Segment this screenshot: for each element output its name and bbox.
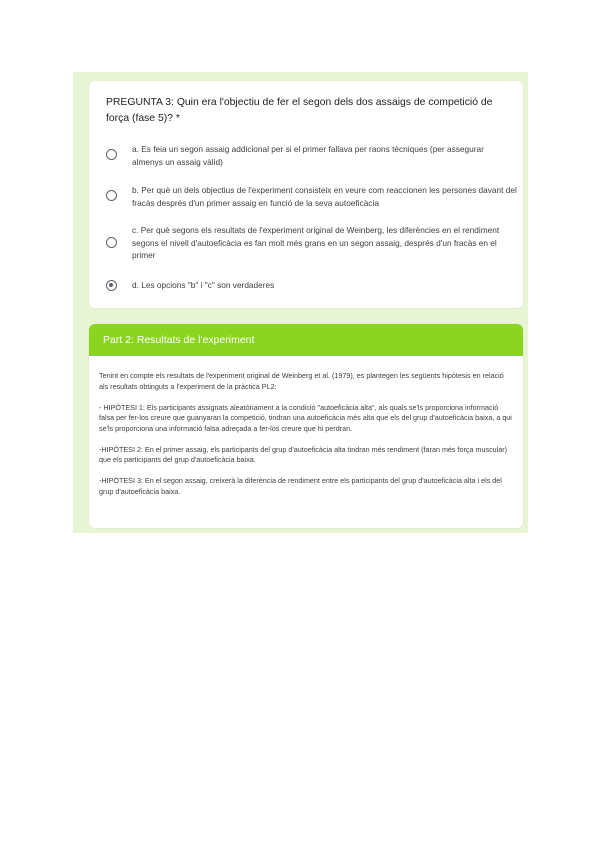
radio-option-b[interactable]	[106, 190, 117, 201]
section-description	[99, 371, 513, 508]
question-title: PREGUNTA 3: Quin era l'objectiu de fer el segon dels dos assaigs de competició de força (fase 5)? *	[106, 97, 493, 124]
radio-option-c[interactable]	[106, 237, 117, 248]
hypothesis-2: -HIPÒTESI 2: En el primer assaig, els participants del grup d'autoeficàcia alta tindran més rendiment (faran més força muscular) que els participants del grup d'autoeficàcia baixa.	[99, 444, 508, 464]
option-a-label: a. Es feia un segon assaig addicional per si el primer fallava per raons tècniques (per assegurar almenys un assaig vàlid)	[132, 144, 484, 167]
question-card	[89, 81, 523, 308]
hypothesis-1: - HIPÒTESI 1: Els participants assignats aleatòriament a la condició "autoeficàcia alta", als quals se'ls proporciona informació falsa per fer-los creure que guanyaran la competició, tindran una autoeficàcia més alta que els del grup d'autoeficàcia baixa, a qui se'ls proporciona una informació falsa adreçada a fer-los creure que hi perdran.	[99, 402, 512, 433]
section-card	[89, 324, 523, 528]
section-header	[89, 324, 523, 356]
radio-option-d[interactable]	[106, 280, 117, 291]
option-d-label: d. Les opcions "b" i "c" son verdaderes	[132, 280, 275, 290]
section-title: Part 2: Resultats de l'experiment	[103, 334, 255, 346]
option-c-label: c. Per què segons els resultats de l'experiment original de Weinberg, les diferències en el rendiment segons el nivell d'autoeficàcia es fan molt més grans en un segon assaig, després d'un fracàs en el primer	[132, 225, 500, 260]
hypothesis-3: -HIPÒTESI 3: En el segon assaig, creixerà la diferència de rendiment entre els participants del grup d'autoeficàcia alta i els del grup d'autoeficàcia baixa.	[99, 476, 502, 496]
option-b-label: b. Per què un dels objectius de l'experiment consisteix en veure com reaccionen les persones davant del fracàs després d'un primer assaig en funció de la seva autoeficàcia	[132, 185, 517, 208]
description-paragraph: Tenint en compte els resultats de l'experiment original de Weinberg et al. (1979), es plantegen les següents hipòtesis en relació als resultats obtinguts a l'experiment de la pràctica PL2:	[99, 371, 504, 391]
radio-option-a[interactable]	[106, 149, 117, 160]
